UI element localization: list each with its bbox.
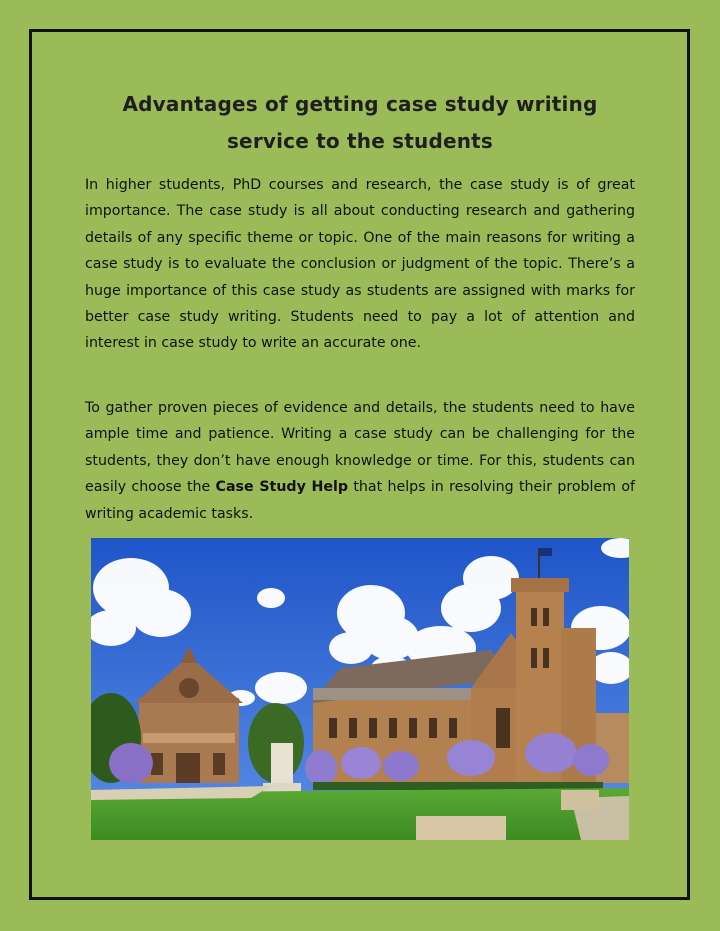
paragraph-2-text-start: To gather proven pieces of evidence and details, the students need to have ample time and patience. Writing a case study can be challenging for the students, they don’t have enough knowledge or time. For this, students can easily choose the: [85, 400, 635, 496]
case-study-help-link[interactable]: Case Study Help: [215, 479, 349, 496]
title-line-2: service to the students: [226, 129, 494, 153]
paragraph-2: [85, 395, 635, 527]
page-title: [60, 86, 660, 160]
campus-photo: [91, 538, 629, 840]
title-line-1: Advantages of getting case study writing: [122, 92, 598, 116]
stone-bench: [416, 816, 506, 840]
campus-photo-graphic: [91, 538, 629, 840]
paragraph-1: In higher students, PhD courses and research, the case study is of great importance. The case study is all about conducting research and gathering details of any specific theme or topic. One of the main reasons for writing a case study is to evaluate the conclusion or judgment of the topic. There’s a huge importance of this case study as students are assigned with marks for better case study writing. Students need to pay a lot of attention and interest in case study to write an accurate one.: [85, 177, 635, 352]
paragraph-2-text-end: that helps in resolving their problem of writing academic tasks.: [85, 479, 635, 522]
